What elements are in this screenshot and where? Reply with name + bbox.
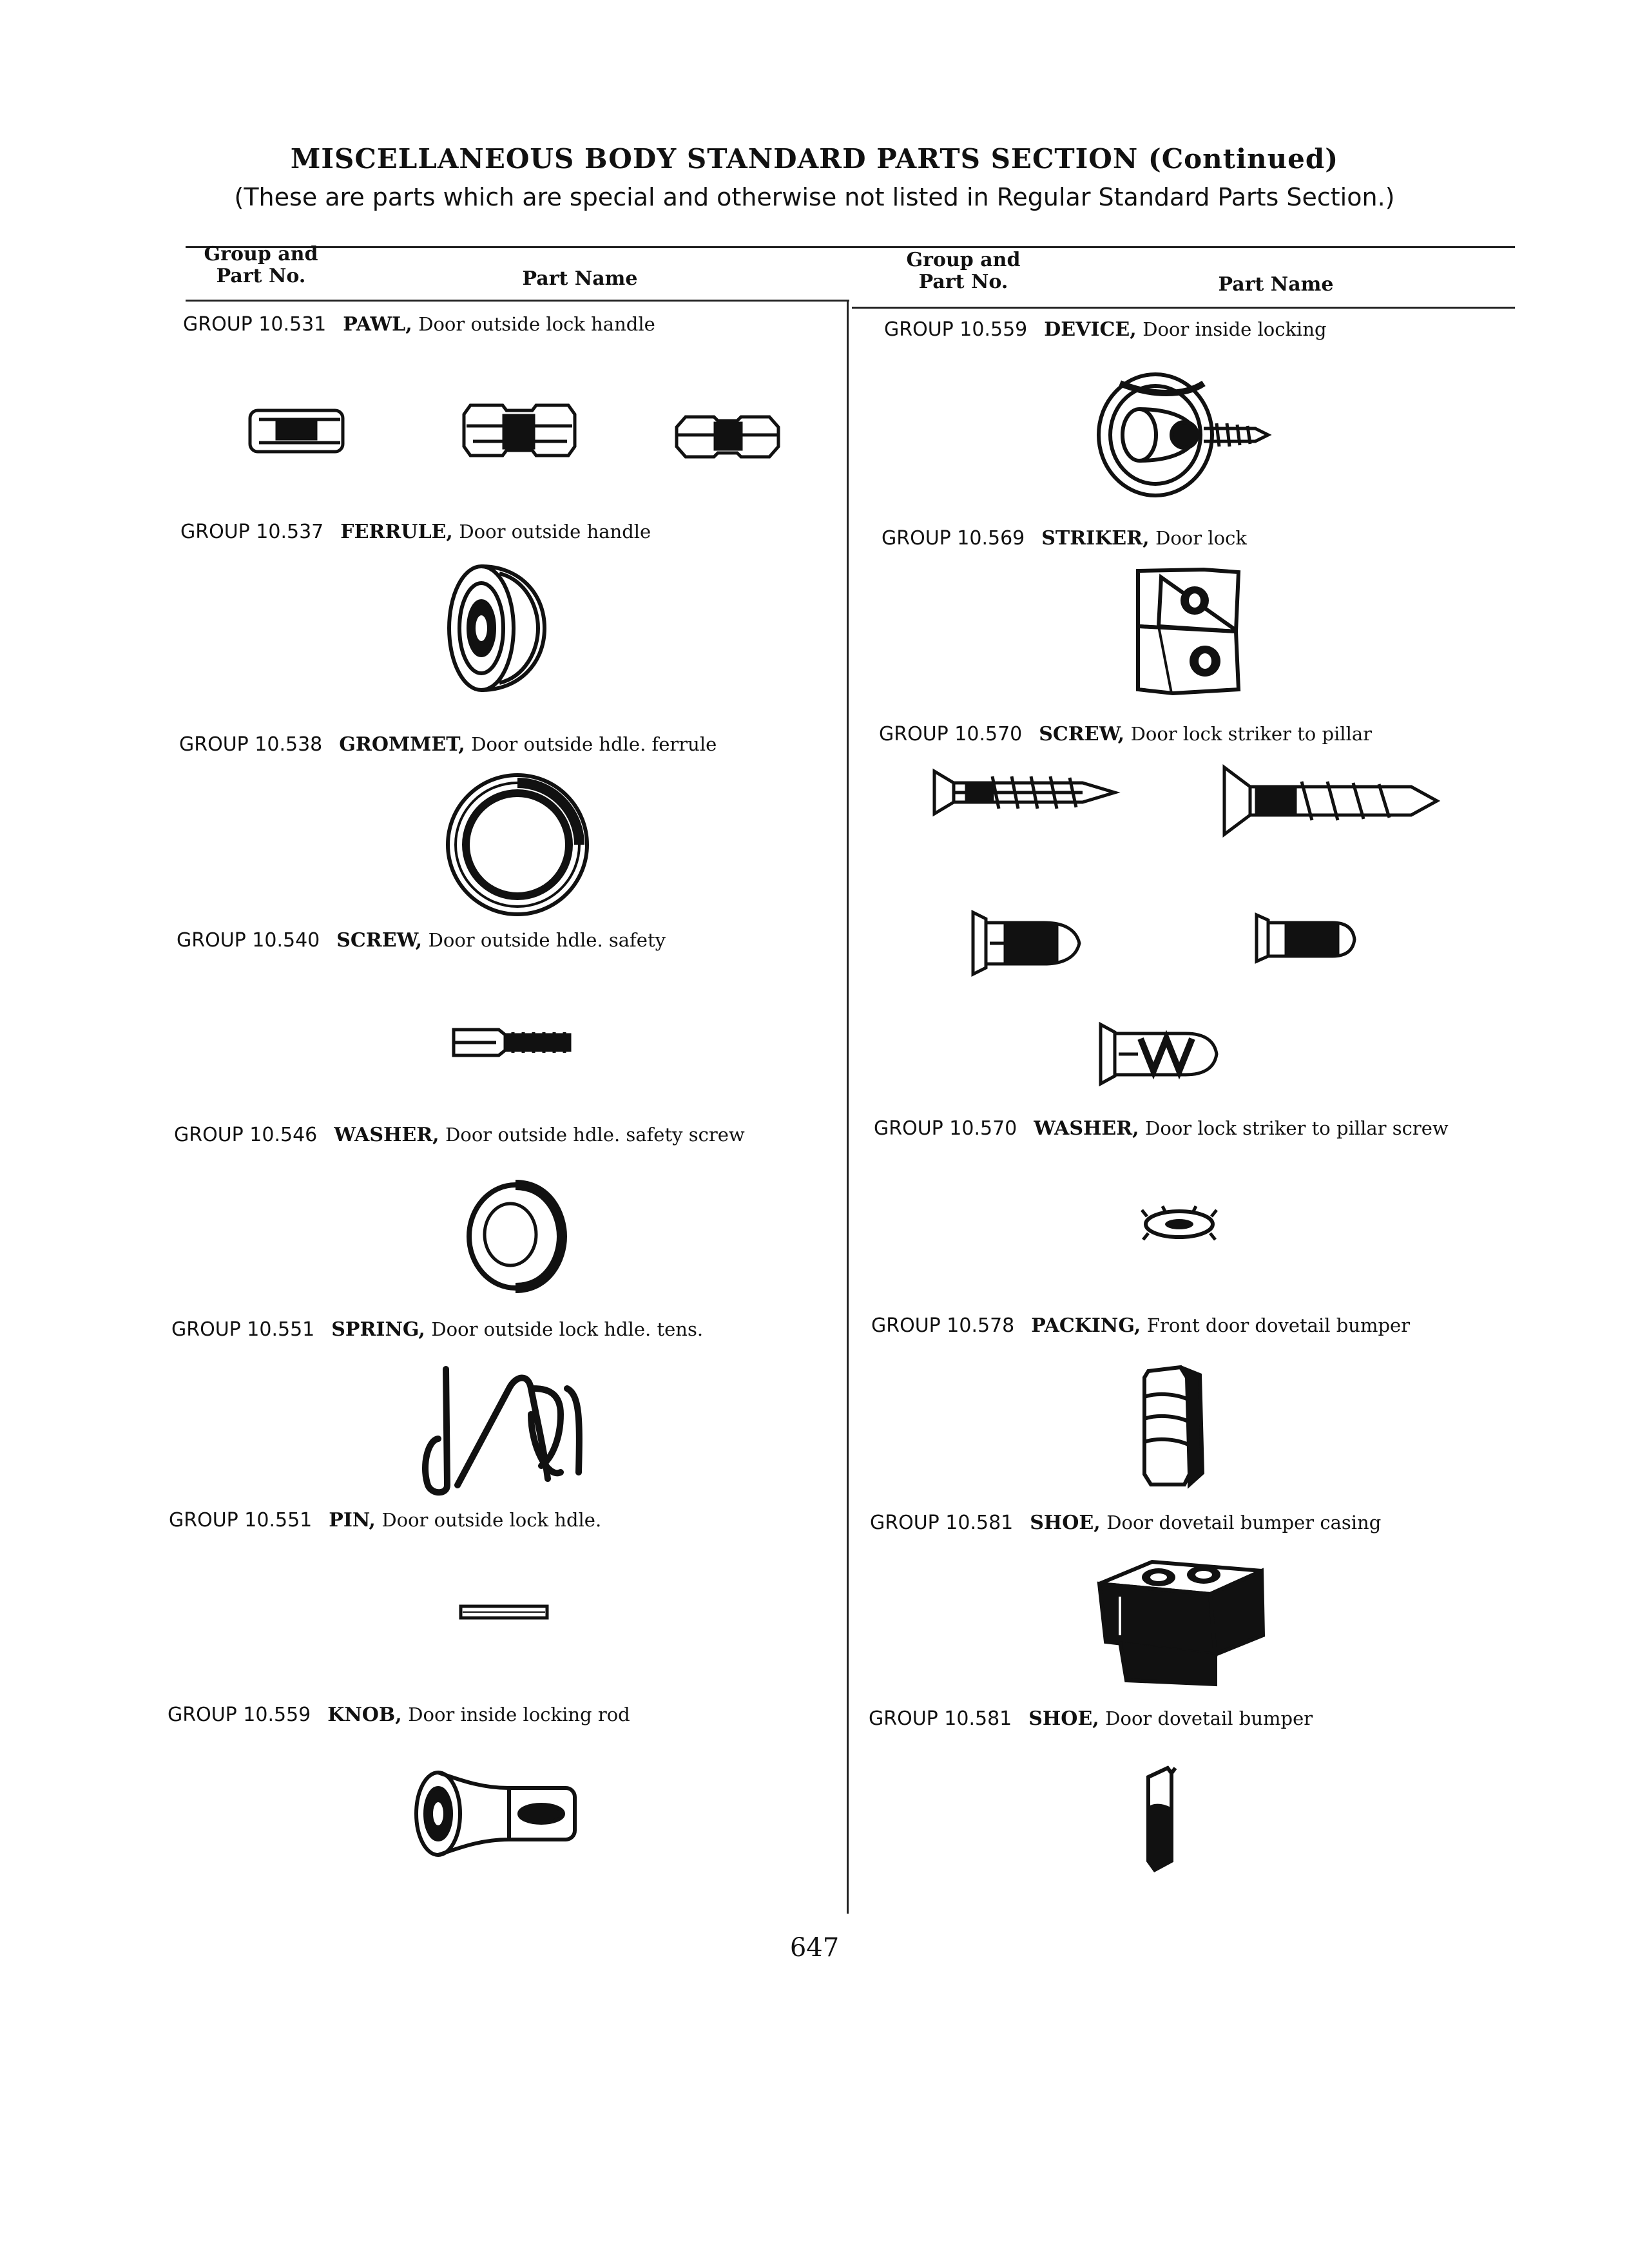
list-item xyxy=(871,1314,1410,1337)
part-number: GROUP 10.540 xyxy=(177,929,320,952)
packing-icon xyxy=(1135,1365,1206,1487)
list-item xyxy=(177,929,666,952)
list-item xyxy=(168,1704,630,1726)
header-group-line1: Group and xyxy=(204,243,318,265)
part-number: GROUP 10.581 xyxy=(870,1512,1014,1534)
striker-screw-icon xyxy=(928,764,1450,841)
screw-icon xyxy=(451,1023,574,1062)
part-name: SCREW, Door outside hdle. safety xyxy=(336,929,666,952)
page-subtitle: (These are parts which are special and otherwise not listed in Regular Standard Parts Section.) xyxy=(234,183,1395,211)
part-number: GROUP 10.569 xyxy=(882,527,1025,550)
part-number: GROUP 10.578 xyxy=(871,1314,1015,1337)
list-item xyxy=(180,521,651,543)
part-name: WASHER, Door lock striker to pillar screw xyxy=(1034,1117,1449,1140)
pin-icon xyxy=(459,1604,549,1620)
bumper-casing-icon xyxy=(1094,1558,1268,1687)
header-rule-left xyxy=(186,300,849,302)
part-number: GROUP 10.570 xyxy=(874,1117,1017,1140)
part-name: KNOB, Door inside locking rod xyxy=(327,1704,630,1726)
part-name: SHOE, Door dovetail bumper xyxy=(1028,1707,1313,1730)
list-item xyxy=(171,1318,703,1341)
part-name: PAWL, Door outside lock handle xyxy=(343,313,655,336)
header-part-name-left: Part Name xyxy=(522,267,638,290)
part-name: DEVICE, Door inside locking xyxy=(1044,318,1327,341)
table-top-rule xyxy=(186,246,1515,248)
part-number: GROUP 10.559 xyxy=(168,1704,311,1726)
locking-device-icon xyxy=(1094,370,1281,499)
ferrule-icon xyxy=(441,561,551,696)
part-name: SHOE, Door dovetail bumper casing xyxy=(1030,1512,1382,1534)
page-title: MISCELLANEOUS BODY STANDARD PARTS SECTION (Continued) xyxy=(290,143,1339,175)
grommet-icon xyxy=(443,771,592,919)
column-divider xyxy=(847,300,849,1914)
header-rule-right xyxy=(852,307,1515,309)
pawl-icon xyxy=(251,396,805,467)
header-group-part-right xyxy=(889,249,1037,293)
list-item xyxy=(869,1707,1313,1730)
header-part-line2-right: Part No. xyxy=(918,271,1008,293)
lock-washer-icon xyxy=(1141,1205,1218,1244)
header-part-line2: Part No. xyxy=(216,265,306,287)
part-name: PIN, Door outside lock hdle. xyxy=(329,1509,602,1532)
part-number: GROUP 10.551 xyxy=(169,1509,313,1532)
part-number: GROUP 10.581 xyxy=(869,1707,1012,1730)
list-item xyxy=(183,313,655,336)
list-item xyxy=(882,527,1247,550)
part-number: GROUP 10.570 xyxy=(879,723,1023,745)
list-item xyxy=(174,1124,745,1146)
bumper-shoe-icon xyxy=(1142,1764,1187,1874)
spring-icon xyxy=(412,1363,593,1504)
header-part-name-right: Part Name xyxy=(1218,273,1334,296)
list-item xyxy=(169,1509,601,1532)
list-item xyxy=(870,1512,1381,1534)
part-name: PACKING, Front door dovetail bumper xyxy=(1031,1314,1411,1337)
part-name: GROMMET, Door outside hdle. ferrule xyxy=(339,733,717,756)
striker-icon xyxy=(1133,567,1242,696)
list-item xyxy=(879,723,1372,745)
list-item xyxy=(874,1117,1449,1140)
part-number: GROUP 10.531 xyxy=(183,313,327,336)
part-number: GROUP 10.551 xyxy=(171,1318,315,1341)
part-name: STRIKER, Door lock xyxy=(1041,527,1247,550)
knob-icon xyxy=(412,1769,580,1859)
page-number: 647 xyxy=(789,1933,840,1963)
part-name: SCREW, Door lock striker to pillar xyxy=(1039,723,1373,745)
part-number: GROUP 10.537 xyxy=(180,521,324,543)
part-name: SPRING, Door outside lock hdle. tens. xyxy=(331,1318,704,1341)
part-number: GROUP 10.559 xyxy=(884,318,1028,341)
header-group-line1-right: Group and xyxy=(906,249,1021,271)
header-group-part-left xyxy=(187,244,335,287)
part-number: GROUP 10.546 xyxy=(174,1124,318,1146)
list-item xyxy=(884,318,1327,341)
list-item xyxy=(179,733,717,756)
striker-screw-icon xyxy=(967,910,1366,1090)
washer-icon xyxy=(464,1182,567,1291)
part-name: WASHER, Door outside hdle. safety screw xyxy=(334,1124,745,1146)
part-name: FERRULE, Door outside handle xyxy=(340,521,651,543)
part-number: GROUP 10.538 xyxy=(179,733,323,756)
